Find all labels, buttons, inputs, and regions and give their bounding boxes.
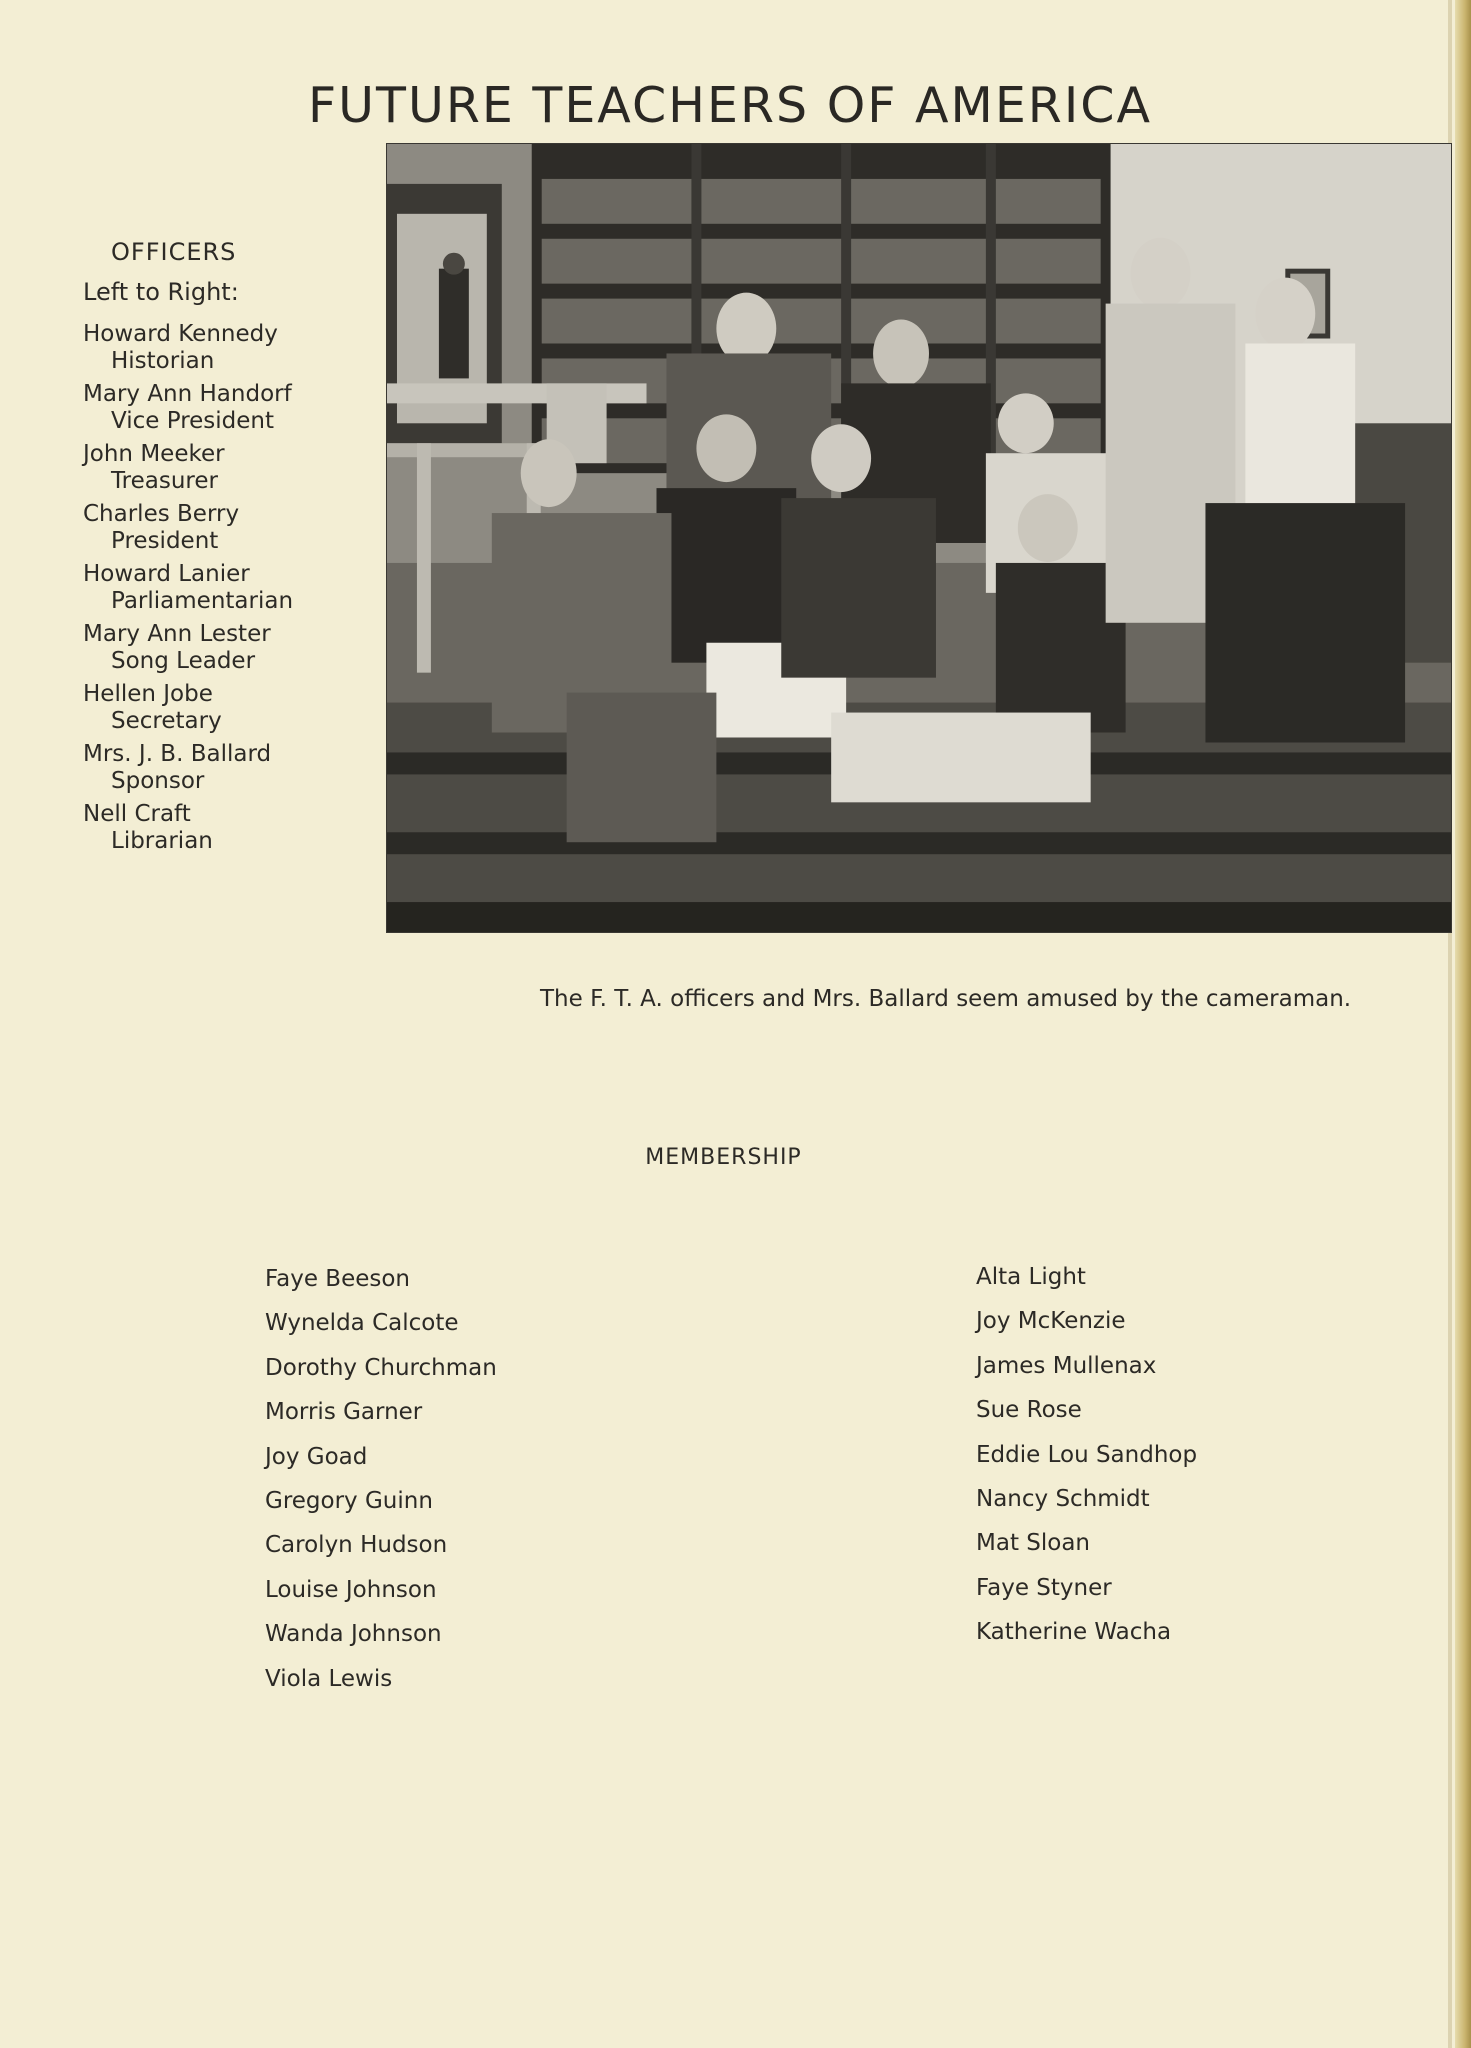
officer-role: Secretary xyxy=(111,708,222,734)
photo-caption: The F. T. A. officers and Mrs. Ballard seem amused by the cameraman. xyxy=(540,986,1352,1012)
member-name: Mat Sloan xyxy=(976,1530,1091,1557)
member-name: Joy McKenzie xyxy=(976,1308,1126,1335)
member-name: Louise Johnson xyxy=(265,1576,437,1603)
member-name: Morris Garner xyxy=(265,1399,423,1426)
member-name: Faye Styner xyxy=(976,1574,1112,1601)
officer-entry xyxy=(83,560,383,615)
officer-role: Historian xyxy=(111,348,215,374)
member-name: Katherine Wacha xyxy=(976,1619,1172,1646)
officer-name: John Meeker xyxy=(83,441,225,467)
officer-role: Sponsor xyxy=(111,768,205,794)
member-name: Dorothy Churchman xyxy=(265,1354,497,1381)
member-name: Gregory Guinn xyxy=(265,1487,433,1514)
member-name: Nancy Schmidt xyxy=(976,1485,1150,1512)
membership-list-left xyxy=(265,1264,685,1708)
officer-entry xyxy=(83,680,383,735)
officer-role: Treasurer xyxy=(111,468,218,494)
officer-entry xyxy=(83,500,383,555)
officer-name: Howard Kennedy xyxy=(83,321,278,347)
member-name: Viola Lewis xyxy=(265,1665,393,1692)
officer-name: Nell Craft xyxy=(83,801,191,827)
officer-role: Song Leader xyxy=(111,648,256,674)
officer-role: Parliamentarian xyxy=(111,588,294,614)
membership-heading: MEMBERSHIP xyxy=(645,1145,802,1170)
officer-name: Hellen Jobe xyxy=(83,681,213,707)
member-name: Eddie Lou Sandhop xyxy=(976,1441,1198,1468)
officer-role: Librarian xyxy=(111,828,213,854)
page-title: FUTURE TEACHERS OF AMERICA xyxy=(307,76,1153,134)
membership-list-right xyxy=(976,1262,1396,1662)
officer-role: Vice President xyxy=(111,408,275,434)
officer-name: Charles Berry xyxy=(83,501,240,527)
officer-entry xyxy=(83,320,383,375)
member-name: Wynelda Calcote xyxy=(265,1310,459,1337)
member-name: Sue Rose xyxy=(976,1397,1082,1424)
member-name: Alta Light xyxy=(976,1264,1086,1290)
member-name: Faye Beeson xyxy=(265,1266,410,1292)
officer-entry xyxy=(83,740,383,795)
member-name: Carolyn Hudson xyxy=(265,1532,448,1559)
officers-list xyxy=(83,238,383,860)
member-name: James Mullenax xyxy=(976,1352,1157,1379)
page-edge xyxy=(1455,0,1471,2048)
group-photo xyxy=(386,143,1452,933)
member-name: Wanda Johnson xyxy=(265,1621,442,1648)
officer-entry xyxy=(83,440,383,495)
officers-subheading: Left to Right: xyxy=(83,278,239,306)
officer-entry xyxy=(83,800,383,855)
officer-entry xyxy=(83,620,383,675)
member-name: Joy Goad xyxy=(265,1443,368,1470)
officer-name: Mary Ann Handorf xyxy=(83,381,292,407)
group-photo-illustration xyxy=(387,144,1451,932)
officer-name: Howard Lanier xyxy=(83,561,250,587)
officer-role: President xyxy=(111,528,219,554)
officer-name: Mary Ann Lester xyxy=(83,621,271,647)
officer-name: Mrs. J. B. Ballard xyxy=(83,741,272,767)
officers-heading: OFFICERS xyxy=(111,238,237,266)
officer-entry xyxy=(83,380,383,435)
